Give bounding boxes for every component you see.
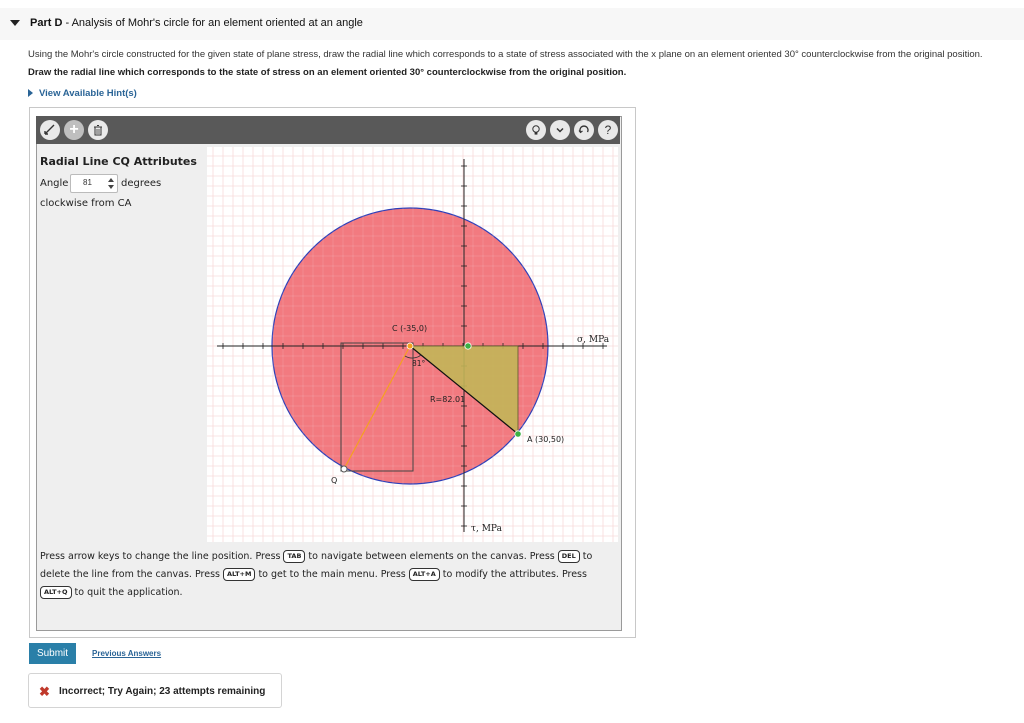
angle-value[interactable]: 81 <box>83 178 92 187</box>
radius-label: R=82.01 <box>430 395 466 404</box>
point-sigma[interactable] <box>465 343 471 349</box>
drawing-canvas[interactable] <box>207 147 618 542</box>
lightbulb-icon[interactable] <box>526 120 546 140</box>
chevron-down-icon[interactable] <box>550 120 570 140</box>
instruction-bold: Draw the radial line which corresponds to the state of stress on an element oriented 30° counterclockwise from the original position. <box>28 67 627 78</box>
trash-icon[interactable] <box>88 120 108 140</box>
point-q[interactable] <box>341 466 347 472</box>
instruction-text: Using the Mohr's circle constructed for the given state of plane stress, draw the radial line which corresponds to a state of stress associated with the x plane on an element oriented 30° counterclockwise from the original position. <box>28 49 983 60</box>
center-point[interactable] <box>407 343 413 349</box>
help-icon[interactable]: ? <box>598 120 618 140</box>
spin-down-icon[interactable] <box>108 185 114 189</box>
tau-axis-label: τ, MPa <box>471 524 502 534</box>
sigma-axis-label: σ, MPa <box>577 335 610 345</box>
plus-icon[interactable]: + <box>64 120 84 140</box>
del-key: DEL <box>558 550 580 563</box>
result-text: Incorrect; Try Again; 23 attempts remaining <box>59 686 266 697</box>
reset-icon[interactable] <box>574 120 594 140</box>
view-hints-link[interactable]: View Available Hint(s) <box>28 88 137 99</box>
point-q-label: Q <box>331 476 338 485</box>
spin-up-icon[interactable] <box>108 178 114 182</box>
alt-a-key: ALT+A <box>409 568 440 581</box>
caret-right-icon <box>28 89 33 97</box>
result-feedback <box>28 673 282 708</box>
previous-answers-link[interactable]: Previous Answers <box>92 649 162 658</box>
angle-value-label: 81° <box>412 359 426 368</box>
point-a-label: A (30,50) <box>527 435 565 444</box>
incorrect-icon: ✖ <box>39 684 50 699</box>
ruler-icon[interactable] <box>40 120 60 140</box>
angle-label: Angle <box>40 178 69 189</box>
app-toolbar <box>36 116 620 144</box>
collapse-caret-icon[interactable] <box>10 20 20 26</box>
direction-label: clockwise from CA <box>40 198 132 209</box>
submit-button[interactable]: Submit <box>29 643 76 664</box>
keyboard-help: Press arrow keys to change the line position. Press TAB to navigate between elements on the canvas. Press DEL to delete the line from the canvas. Press ALT+M to get to the main menu. Press ALT+A to modify the attributes. Press ALT+Q to quit the application. <box>40 551 593 598</box>
center-label: C (-35,0) <box>392 324 428 333</box>
tab-key: TAB <box>283 550 305 563</box>
attributes-title: Radial Line CQ Attributes <box>40 155 197 168</box>
part-title: Part D - Analysis of Mohr's circle for an element oriented at an angle <box>30 17 363 29</box>
alt-q-key: ALT+Q <box>40 586 72 599</box>
point-a[interactable] <box>515 431 521 437</box>
unit-label: degrees <box>121 178 162 189</box>
alt-m-key: ALT+M <box>223 568 255 581</box>
mohr-circle-svg[interactable] <box>207 147 618 542</box>
angle-stepper[interactable] <box>70 174 118 193</box>
